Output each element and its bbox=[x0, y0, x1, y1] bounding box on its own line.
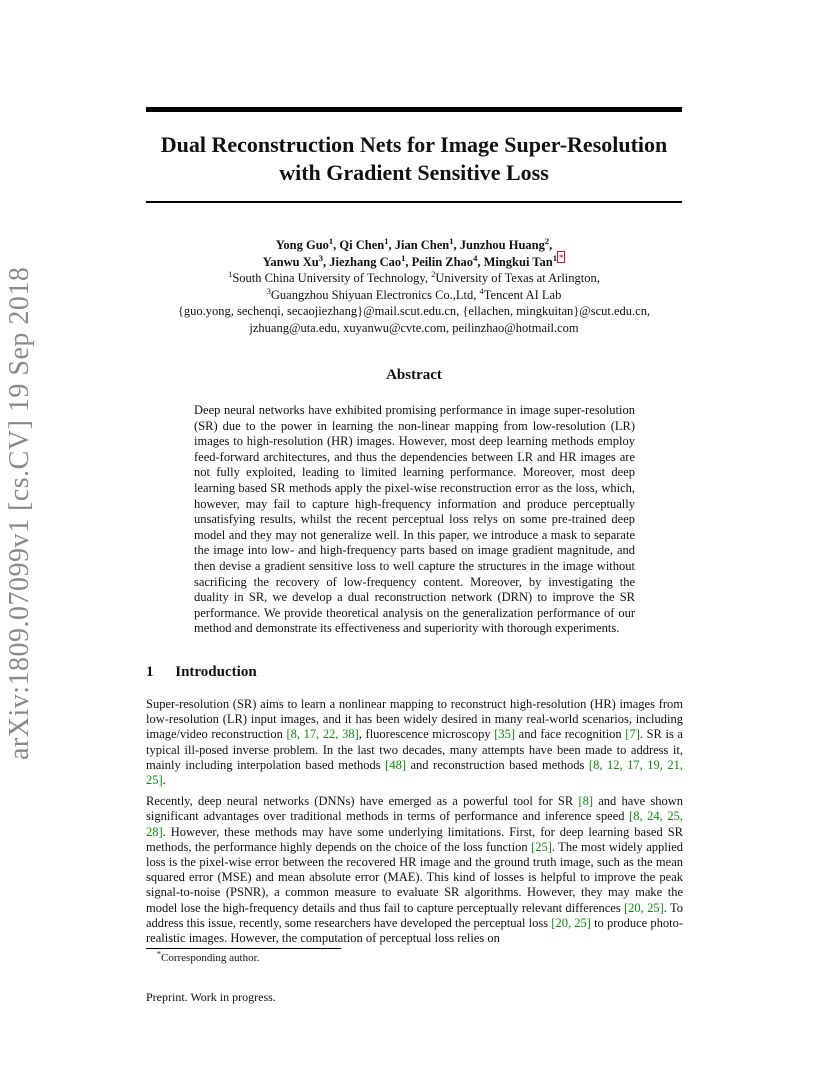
title-bottom-rule bbox=[146, 201, 682, 203]
affiliation-line-1: $^1$South China University of Technology, $^2$University of Texas at Arlington, bbox=[228, 268, 600, 285]
author-name: Jian Chen bbox=[394, 238, 450, 252]
title-top-rule bbox=[146, 107, 682, 112]
citation-link[interactable]: [8, 24, 25, 28] bbox=[146, 809, 683, 839]
corresponding-author-link[interactable]: * bbox=[558, 252, 564, 263]
title-line-1: Dual Reconstruction Nets for Image Super-Resolution bbox=[160, 132, 668, 157]
citation-link[interactable]: [8] bbox=[578, 794, 594, 809]
citation-link[interactable]: [20, 25] bbox=[624, 900, 664, 915]
footnote-mark: * bbox=[157, 949, 161, 959]
author-name: Qi Chen bbox=[339, 238, 385, 252]
citation-link[interactable]: [20, 25] bbox=[551, 915, 591, 930]
title-line-2: with Gradient Sensitive Loss bbox=[279, 160, 549, 185]
intro-paragraph-1: Super-resolution (SR) aims to learn a nonlinear mapping to reconstruct high-resolution (HR) images from low-resolution (LR) input images, and it has been widely desired in many real-world scenarios, including image/video reconstruction [8, 17, 22, 38], fluorescence microscopy [35] and face recognition [7]. SR is a typical ill-posed inverse problem. In the last two decades, many attempts have been made to address it, mainly including interpolation based methods [48] and reconstruction based methods [8, 12, 17, 19, 21, 25]. bbox=[146, 697, 683, 788]
citation-link[interactable]: [8, 12, 17, 19, 21, 25] bbox=[146, 757, 683, 788]
author-name: Yong Guo bbox=[275, 238, 329, 252]
section-number: 1 bbox=[146, 664, 154, 680]
abstract-text: Deep neural networks have exhibited promising performance in image super-resolution (SR) due to the power in learning the non-linear mapping from low-resolution (LR) images to high-resolution (HR) images. However, most deep learning methods employ feed-forward architectures, and thus the dependencies between LR and HR images are not fully exploited, leading to limited learning performance. Moreover, most deep learning based SR methods apply the pixel-wise reconstruction error as the loss, which, however, may fail to capture high-frequency information and produce perceptually unsatisfying results, whilst the recent perceptual loss relys on some pre-trained deep model and they may not generalize well. In this paper, we introduce a mask to separate the image into low- and high-frequency parts based on image gradient magnitude, and then devise a gradient sensitive loss to well capture the structures in the image without sacrificing the recovery of low-frequency content. Moreover, by investigating the duality in SR, we develop a dual reconstruction network (DRN) to improve the SR performance. We provide theoretical analysis on the generalization performance of our method and demonstrate its effectiveness and superiority with thorough experiments. bbox=[194, 403, 635, 636]
affiliation-line-2: $^3$Guangzhou Shiyuan Electronics Co.,Ltd, $^4$Tencent AI Lab bbox=[266, 285, 562, 302]
email-line-1: {guo.yong, sechenqi, secaojiezhang}@mail.scut.edu.cn, {ellachen, mingkuitan}@scut.edu.cn, bbox=[177, 304, 651, 318]
email-line-2: jzhuang@uta.edu, xuyanwu@cvte.com, peilinzhao@hotmail.com bbox=[249, 320, 579, 335]
section-heading-introduction bbox=[146, 664, 257, 681]
author-block bbox=[146, 237, 682, 336]
footnote bbox=[157, 949, 260, 964]
section-title: Introduction bbox=[175, 664, 257, 680]
citation-link[interactable]: [35] bbox=[494, 727, 516, 742]
author-name: Junzhou Huang bbox=[459, 238, 545, 252]
citation-link[interactable]: [48] bbox=[385, 757, 406, 772]
introduction-body bbox=[146, 697, 683, 952]
citation-link[interactable]: [8, 17, 22, 38] bbox=[286, 727, 359, 742]
intro-paragraph-2: Recently, deep neural networks (DNNs) have emerged as a powerful tool for SR [8] and have shown significant advantages over traditional methods in terms of performance and inference speed [8, 24, 25, 28]. However, these methods may have some underlying limitations. First, for deep learning based SR methods, the performance highly depends on the choice of the loss function [25]. The most widely applied loss is the pixel-wise error between the recovered HR image and the ground truth image, such as the mean squared error (MSE) and mean absolute error (MAE). This kind of losses is helpful to improve the peak signal-to-noise (PSNR), a common measure to evaluate SR algorithms. However, they may make the model lose the high-frequency details and thus fail to capture perceptually relevant differences [20, 25]. To address this issue, recently, some researchers have developed the perceptual loss [20, 25] to produce photo-realistic images. However, the computation of perceptual loss relies on bbox=[146, 794, 684, 946]
paper-title bbox=[146, 131, 682, 187]
footnote-text: Corresponding author. bbox=[161, 952, 260, 964]
author-name: Mingkui Tan bbox=[483, 254, 553, 269]
preprint-note: Preprint. Work in progress. bbox=[146, 990, 276, 1004]
abstract-heading: Abstract bbox=[386, 367, 442, 383]
author-name: Peilin Zhao bbox=[411, 254, 474, 269]
author-line-1: Yong Guo$^1$, Qi Chen$^1$, Jian Chen$^1$, Junzhou Huang$^2$, bbox=[275, 235, 553, 252]
citation-link[interactable]: [7] bbox=[625, 727, 640, 742]
author-name: Yanwu Xu bbox=[262, 254, 319, 269]
arxiv-stamp: arXiv:1809.07099v1 [cs.CV] 19 Sep 2018 bbox=[4, 266, 35, 760]
author-line-2: Yanwu Xu$^3$, Jiezhang Cao$^1$, Peilin Zhao$^4$, Mingkui Tan$^1$ * bbox=[262, 252, 564, 269]
footnote-rule bbox=[146, 948, 341, 949]
author-name: Jiezhang Cao bbox=[329, 254, 402, 269]
citation-link[interactable]: [25] bbox=[531, 839, 552, 854]
